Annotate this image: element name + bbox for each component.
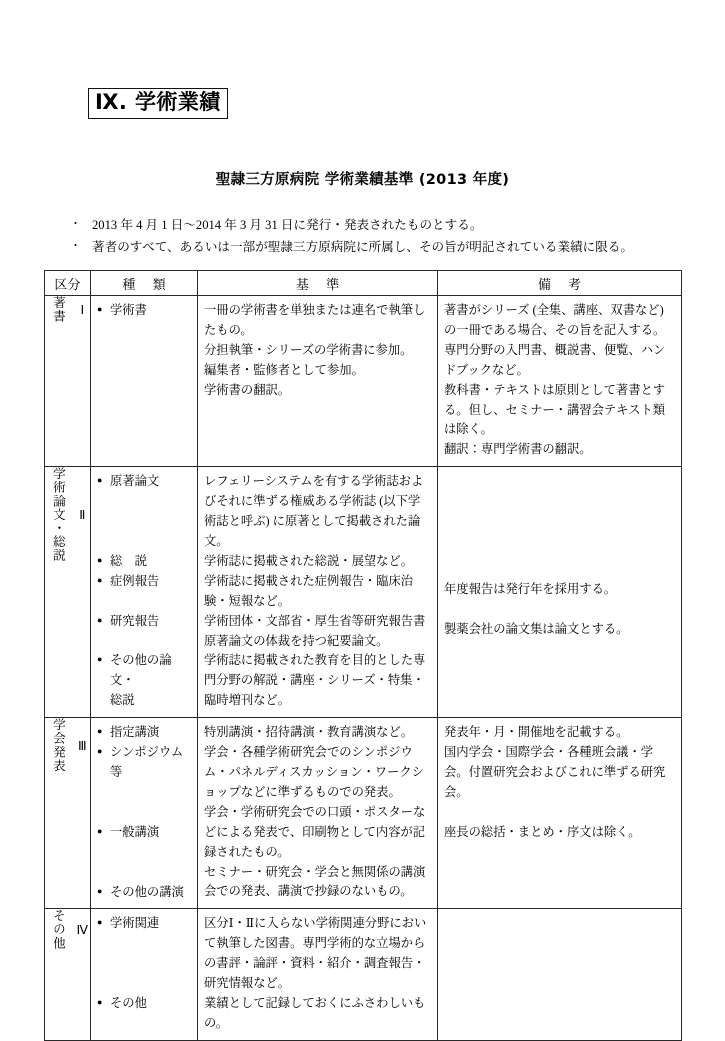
bikou-paragraph: 年度報告は発行年を採用する。 — [444, 582, 617, 597]
intro-notes — [70, 215, 690, 259]
type-label: 指定講演 — [110, 725, 160, 740]
type-label: その他の講演 — [110, 884, 184, 899]
table-row — [45, 296, 682, 467]
kubun-label: 学会発表 — [50, 718, 65, 773]
kubun-roman: Ⅲ — [74, 737, 89, 753]
types-cell — [91, 296, 198, 467]
kijun-paragraph: 学術誌に掲載された総説・展望など。 — [204, 553, 414, 568]
bullet-icon: ● — [97, 885, 103, 896]
bullet-icon: ● — [97, 554, 103, 565]
type-label-continued: 総説 — [110, 693, 135, 708]
header-kijun: 基 準 — [198, 271, 438, 296]
bikou-paragraph: 翻訳：専門学術書の翻訳。 — [444, 442, 592, 457]
bullet-icon: ● — [97, 825, 103, 836]
kijun-paragraph: 業績として記録しておくにふさわしいもの。 — [204, 996, 426, 1030]
note-text: 2013 年 4 月 1 日〜2014 年 3 月 31 日に発行・発表されたものとする。 — [92, 218, 483, 232]
page-title: Ⅸ. 学術業績 — [88, 88, 228, 119]
type-item — [97, 883, 193, 903]
type-label: その他 — [110, 996, 147, 1011]
type-item — [97, 612, 193, 632]
kijun-cell — [198, 909, 438, 1040]
kubun-cell — [45, 296, 91, 467]
criteria-table — [44, 270, 682, 1041]
type-label: 学術書 — [110, 303, 147, 317]
kijun-paragraph: 編集者・監修者として参加。 — [204, 362, 364, 377]
type-label: その他の論文・ — [110, 653, 172, 688]
kubun-cell — [45, 467, 91, 718]
bullet-icon: ● — [97, 304, 103, 314]
note-item — [70, 237, 690, 259]
table-row — [45, 909, 682, 1040]
type-label: 原著論文 — [110, 474, 160, 489]
kijun-paragraph: セミナー・研究会・学会と無関係の講演会での発表、講演で抄録のないもの。 — [204, 864, 426, 899]
type-item — [97, 651, 193, 691]
kijun-paragraph: 分担執筆・シリーズの学術書に参加。 — [204, 342, 413, 357]
types-cell — [91, 718, 198, 909]
type-item — [97, 914, 193, 934]
kubun-roman: Ⅰ — [74, 302, 89, 318]
types-cell — [91, 467, 198, 718]
table-row — [45, 467, 682, 718]
kubun-vertical-label — [45, 296, 93, 323]
kubun-vertical-label — [45, 467, 93, 562]
kubun-cell — [45, 718, 91, 909]
bullet-icon: ● — [97, 475, 103, 486]
bikou-paragraph: 座長の総括・まとめ・序文は除く。 — [444, 824, 641, 839]
bullet-icon: ● — [97, 614, 103, 625]
kijun-cell — [198, 467, 438, 718]
type-item — [97, 472, 193, 492]
bikou-paragraph: 教科書・テキストは原則として著書とする。但し、セミナー・講習会テキスト類は除く。 — [444, 382, 666, 437]
kubun-vertical-label — [45, 909, 93, 950]
table-row — [45, 718, 682, 909]
bullet-icon: ・ — [70, 218, 81, 230]
kubun-cell — [45, 909, 91, 1040]
type-item — [97, 994, 193, 1014]
note-text: 著者のすべて、あるいは一部が聖隷三方原病院に所属し、その旨が明記されている業績に限る。 — [92, 239, 634, 254]
page-title-container — [88, 88, 228, 119]
types-cell — [91, 909, 198, 1040]
note-item — [70, 215, 690, 237]
bikou-paragraph: 製薬会社の論文集は論文とする。 — [444, 622, 629, 637]
document-subtitle: 聖隷三方原病院 学術業績基準 (2013 年度) — [215, 172, 510, 188]
type-item — [97, 301, 193, 321]
kijun-paragraph: 学術誌に掲載された症例報告・臨床治験・短報など。 — [204, 573, 414, 608]
bikou-cell — [438, 718, 682, 909]
type-label: 総 説 — [110, 553, 147, 568]
kijun-cell — [198, 296, 438, 467]
bikou-paragraph: 国内学会・国際学会・各種班会議・学会。付置研究会およびこれに準ずる研究会。 — [444, 745, 666, 799]
kijun-paragraph: レフェリーシステムを有する学術誌およびそれに準ずる権威ある学術誌 (以下学術誌と呼ぶ) に原著として掲載された論文。 — [204, 474, 424, 548]
type-item — [97, 723, 193, 743]
bullet-icon: ● — [97, 997, 103, 1008]
kubun-roman: Ⅱ — [74, 507, 89, 523]
kijun-paragraph: 学術団体・文部省・厚生省等研究報告書原著論文の体裁を持つ紀要論文。 — [204, 613, 426, 648]
bullet-icon: ● — [97, 654, 103, 665]
kubun-label: その他 — [50, 909, 65, 951]
type-item — [97, 552, 193, 572]
kubun-vertical-label — [45, 718, 93, 772]
bikou-paragraph: 著書がシリーズ (全集、講座、双書など) の一冊である場合、その旨を記入する。 — [444, 303, 666, 337]
table-header-row — [45, 271, 682, 296]
kijun-paragraph: 学術書の翻訳。 — [204, 382, 291, 397]
bikou-paragraph: 専門分野の入門書、概説書、便覧、ハンドブックなど。 — [444, 342, 666, 377]
bikou-cell — [438, 909, 682, 1040]
kijun-paragraph: 一冊の学術書を単独または連名で執筆したもの。 — [204, 303, 426, 337]
kijun-paragraph: 特別講演・招待講演・教育講演など。 — [204, 725, 414, 740]
bullet-icon: ● — [97, 746, 103, 757]
type-label: 症例報告 — [110, 573, 160, 588]
bullet-icon: ● — [97, 574, 103, 585]
bikou-cell — [438, 296, 682, 467]
kijun-paragraph: 学術誌に掲載された教育を目的とした専門分野の解説・講座・シリーズ・特集・臨時増刊など。 — [204, 653, 426, 708]
type-item — [97, 823, 193, 843]
header-shurui: 種 類 — [91, 271, 198, 296]
bullet-icon: ・ — [70, 239, 81, 252]
kubun-roman: Ⅳ — [74, 922, 89, 938]
bullet-icon: ● — [97, 917, 103, 928]
header-kubun: 区分 — [45, 271, 91, 296]
type-label: 研究報告 — [110, 613, 160, 628]
type-item — [97, 572, 193, 592]
kubun-label: 学術論文・総説 — [50, 467, 65, 563]
bikou-paragraph: 発表年・月・開催地を記載する。 — [444, 725, 629, 740]
type-label: シンポジウム等 — [110, 745, 184, 780]
header-bikou: 備 考 — [438, 271, 682, 296]
kijun-cell — [198, 718, 438, 909]
kubun-label: 著書 — [50, 296, 65, 324]
kijun-paragraph: 学会・学術研究会での口頭・ポスターなどによる発表で、印刷物として内容が記録されたもの。 — [204, 804, 426, 859]
bikou-cell — [438, 467, 682, 718]
kijun-paragraph: 学会・各種学術研究会でのシンポジウム・パネルディスカッション・ワークショップなどに準ずるものでの発表。 — [204, 745, 424, 799]
type-label: 一般講演 — [110, 824, 160, 839]
type-label: 学術関連 — [110, 916, 160, 931]
kijun-paragraph: 区分Ⅰ・Ⅱに入らない学術関連分野において執筆した図書。専門学術的な立場からの書評・論評・資料・紹介・調査報告・研究情報など。 — [204, 916, 427, 991]
bullet-icon: ● — [97, 726, 103, 737]
type-item — [97, 743, 193, 783]
